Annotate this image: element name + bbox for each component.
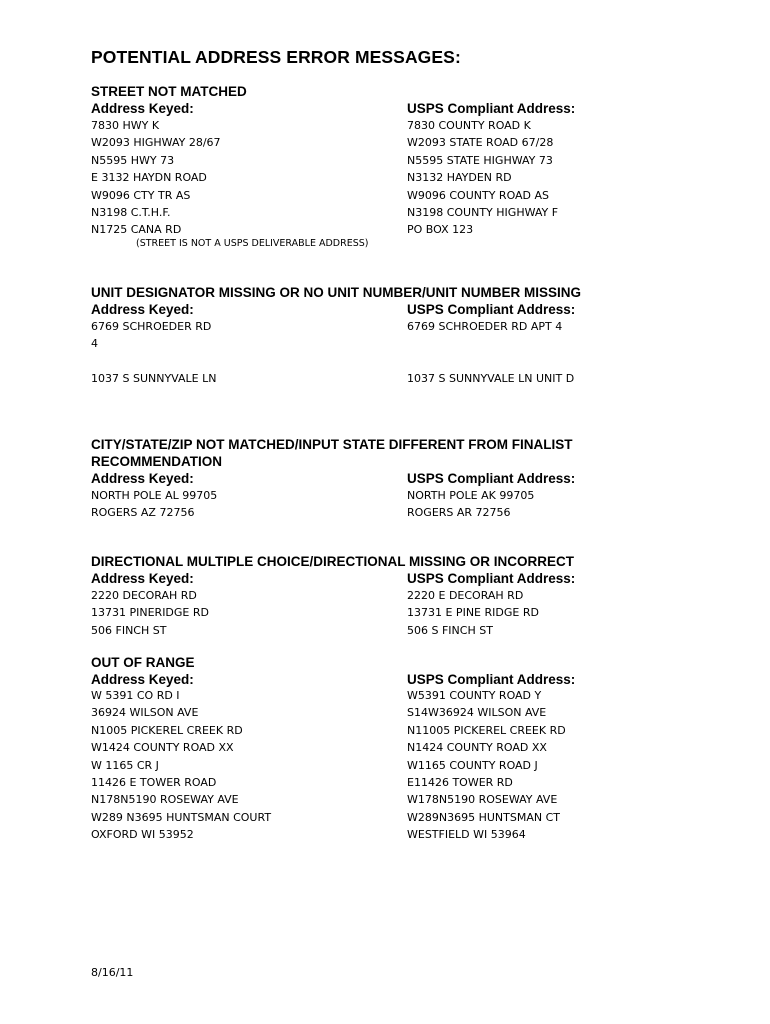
keyed-address: W 1165 CR J xyxy=(91,758,159,772)
usps-compliant-header: USPS Compliant Address: xyxy=(407,672,576,687)
compliant-address: PO BOX 123 xyxy=(407,223,474,237)
footer-date: 8/16/11 xyxy=(91,966,134,979)
section-title: CITY/STATE/ZIP NOT MATCHED/INPUT STATE DIFFERENT FROM FINALIST RECOMMENDATION xyxy=(91,437,573,469)
keyed-address-list xyxy=(91,117,221,239)
compliant-address: N5595 STATE HIGHWAY 73 xyxy=(407,153,553,167)
section-title: UNIT DESIGNATOR MISSING OR NO UNIT NUMBER/UNIT NUMBER MISSING xyxy=(91,285,582,300)
keyed-address: 506 FINCH ST xyxy=(91,623,167,637)
keyed-address-list xyxy=(91,587,209,639)
compliant-address: N11005 PICKEREL CREEK RD xyxy=(407,723,566,737)
compliant-address: ROGERS AR 72756 xyxy=(407,506,511,520)
compliant-address-list xyxy=(407,487,534,522)
compliant-address: 506 S FINCH ST xyxy=(407,623,493,637)
keyed-address-list xyxy=(91,318,216,388)
keyed-address: 11426 E TOWER ROAD xyxy=(91,775,217,789)
compliant-address: 2220 E DECORAH RD xyxy=(407,589,524,602)
address-keyed-header: Address Keyed: xyxy=(91,302,194,317)
keyed-address: W 5391 CO RD I xyxy=(91,689,180,702)
keyed-address: N178N5190 ROSEWAY AVE xyxy=(91,793,239,807)
keyed-address: E 3132 HAYDN ROAD xyxy=(91,171,207,185)
keyed-address: NORTH POLE AL 99705 xyxy=(91,489,218,502)
compliant-address: S14W36924 WILSON AVE xyxy=(407,706,547,720)
compliant-address: 13731 E PINE RIDGE RD xyxy=(407,606,539,620)
keyed-address xyxy=(91,353,216,370)
keyed-address: W1424 COUNTY ROAD XX xyxy=(91,741,234,755)
usps-compliant-header: USPS Compliant Address: xyxy=(407,101,576,116)
keyed-address: W289 N3695 HUNTSMAN COURT xyxy=(91,810,272,824)
compliant-address: N3132 HAYDEN RD xyxy=(407,171,512,185)
usps-compliant-header: USPS Compliant Address: xyxy=(407,571,576,586)
page-title: POTENTIAL ADDRESS ERROR MESSAGES: xyxy=(91,47,461,67)
keyed-address: 6769 SCHROEDER RD xyxy=(91,320,212,333)
address-keyed-header: Address Keyed: xyxy=(91,101,194,116)
keyed-address-list xyxy=(91,687,271,844)
compliant-address: 1037 S SUNNYVALE LN UNIT D xyxy=(407,372,575,386)
compliant-address: W289N3695 HUNTSMAN CT xyxy=(407,810,560,824)
compliant-address: NORTH POLE AK 99705 xyxy=(407,489,535,502)
address-keyed-header: Address Keyed: xyxy=(91,571,194,586)
compliant-address xyxy=(407,335,574,352)
compliant-address: W5391 COUNTY ROAD Y xyxy=(407,689,542,702)
keyed-address: N3198 C.T.H.F. xyxy=(91,205,171,219)
compliant-address: 7830 COUNTY ROAD K xyxy=(407,119,531,132)
keyed-address: 2220 DECORAH RD xyxy=(91,589,197,602)
keyed-address: OXFORD WI 53952 xyxy=(91,828,194,842)
usps-compliant-header: USPS Compliant Address: xyxy=(407,471,576,486)
compliant-address: W9096 COUNTY ROAD AS xyxy=(407,188,550,202)
compliant-address: WESTFIELD WI 53964 xyxy=(407,828,526,842)
compliant-address: E11426 TOWER RD xyxy=(407,775,513,789)
undeliverable-note: (STREET IS NOT A USPS DELIVERABLE ADDRESS) xyxy=(136,238,369,249)
keyed-address: 4 xyxy=(91,337,98,351)
compliant-address: N1424 COUNTY ROAD XX xyxy=(407,741,547,755)
usps-compliant-header: USPS Compliant Address: xyxy=(407,302,576,317)
address-keyed-header: Address Keyed: xyxy=(91,471,194,486)
compliant-address: W1165 COUNTY ROAD J xyxy=(407,758,538,772)
compliant-address: W178N5190 ROSEWAY AVE xyxy=(407,793,558,807)
keyed-address: 13731 PINERIDGE RD xyxy=(91,606,209,620)
keyed-address-list xyxy=(91,487,217,522)
compliant-address-list xyxy=(407,687,566,844)
compliant-address-list xyxy=(407,587,539,639)
keyed-address: N5595 HWY 73 xyxy=(91,153,175,167)
keyed-address: N1725 CANA RD xyxy=(91,223,182,237)
address-keyed-header: Address Keyed: xyxy=(91,672,194,687)
compliant-address: 6769 SCHROEDER RD APT 4 xyxy=(407,320,563,333)
compliant-address xyxy=(407,353,574,370)
keyed-address: N1005 PICKEREL CREEK RD xyxy=(91,723,243,737)
keyed-address: 36924 WILSON AVE xyxy=(91,706,199,720)
keyed-address: W2093 HIGHWAY 28/67 xyxy=(91,136,221,150)
keyed-address: W9096 CTY TR AS xyxy=(91,188,191,202)
section-title: STREET NOT MATCHED xyxy=(91,84,247,99)
keyed-address: 1037 S SUNNYVALE LN xyxy=(91,372,217,386)
compliant-address-list xyxy=(407,117,558,239)
keyed-address: 7830 HWY K xyxy=(91,119,160,132)
compliant-address: W2093 STATE ROAD 67/28 xyxy=(407,136,554,150)
section-title: DIRECTIONAL MULTIPLE CHOICE/DIRECTIONAL MISSING OR INCORRECT xyxy=(91,554,575,569)
compliant-address-list xyxy=(407,318,574,388)
compliant-address: N3198 COUNTY HIGHWAY F xyxy=(407,205,559,219)
section-title: OUT OF RANGE xyxy=(91,655,195,670)
keyed-address: ROGERS AZ 72756 xyxy=(91,506,195,520)
